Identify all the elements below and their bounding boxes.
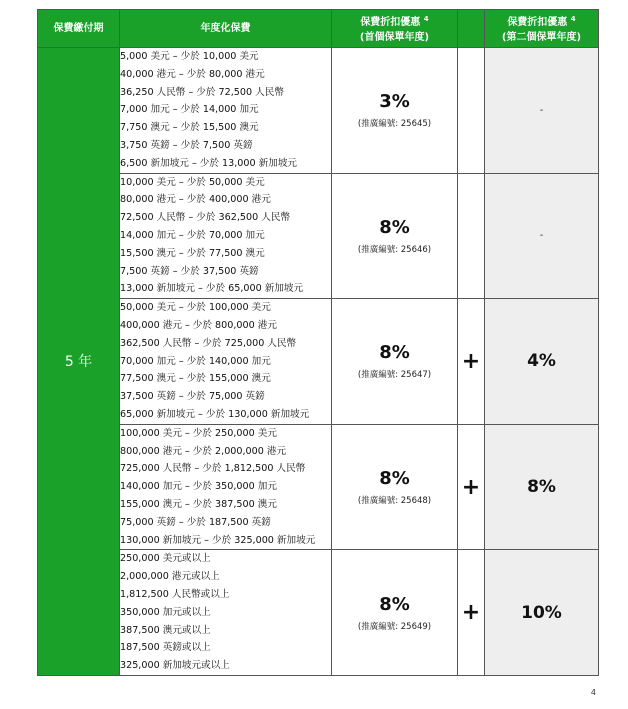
promo-code: (推廣編號: 25646) [357,244,432,255]
header-first-year: 保費折扣優惠 $^4$ (首個保單年度) [332,10,458,48]
first-year-discount-cell [332,173,458,299]
discount-percent: 3% [379,91,410,113]
second-year-discount-value: 10% [521,602,562,623]
premium-range-cell [120,299,332,425]
second-year-discount-value: - [539,104,544,116]
promo-code: (推廣編號: 25645) [357,119,432,130]
discount-percent: 8% [379,216,410,238]
premium-range-line: 36,250 人民幣 – 少於 72,500 人民幣 [120,86,284,98]
premium-range-line: 5,000 美元 – 少於 10,000 美元 [120,51,259,62]
premium-range-line: 72,500 人民幣 – 少於 362,500 人民幣 [120,212,291,224]
premium-range-cell [120,424,332,550]
table-row [38,48,599,174]
premium-range-line: 13,000 新加坡元 – 少於 65,000 新加坡元 [120,283,304,295]
premium-range-cell [120,48,332,174]
table-row [38,299,599,425]
premium-range-cell [120,550,332,676]
premium-range-line: 387,500 澳元或以上 [120,624,211,636]
premium-range-line: 250,000 美元或以上 [120,553,211,565]
premium-range-line: 15,500 澳元 – 少於 77,500 澳元 [120,247,265,259]
premium-range-line: 325,000 新加坡元或以上 [120,660,230,672]
premium-range-line: 14,000 加元 – 少於 70,000 加元 [120,229,265,241]
premium-range-line: 50,000 美元 – 少於 100,000 美元 [120,302,271,314]
second-year-discount-value: - [539,230,544,242]
premium-range-line: 800,000 港元 – 少於 2,000,000 港元 [120,445,287,457]
premium-range-line: 362,500 人民幣 – 少於 725,000 人民幣 [120,337,297,349]
premium-range-cell [120,173,332,299]
promo-code: (推廣編號: 25648) [357,496,432,507]
table-row [38,424,599,550]
premium-range-line: 40,000 港元 – 少於 80,000 港元 [120,68,265,80]
premium-range-line: 7,750 澳元 – 少於 15,500 澳元 [120,122,259,134]
plus-icon: + [458,299,485,425]
header-premium: 年度化保費 [120,10,332,48]
second-year-discount-cell [485,48,599,174]
second-year-discount-cell [485,424,599,550]
plus-icon [458,48,485,174]
premium-range-line: 7,500 英鎊 – 少於 37,500 英鎊 [120,265,259,277]
premium-range-line: 7,000 加元 – 少於 14,000 加元 [120,104,259,116]
premium-range-line: 75,000 英鎊 – 少於 187,500 英鎊 [120,516,271,528]
plus-icon: + [458,424,485,550]
premium-range-line: 10,000 美元 – 少於 50,000 美元 [120,176,265,188]
premium-range-line: 37,500 英鎊 – 少於 75,000 英鎊 [120,391,265,403]
premium-range-line: 350,000 加元或以上 [120,606,211,618]
premium-range-line: 77,500 澳元 – 少於 155,000 澳元 [120,373,271,385]
header-second-year: 保費折扣優惠 $^4$ (第二個保單年度) [485,10,599,48]
premium-range-line: 725,000 人民幣 – 少於 1,812,500 人民幣 [120,463,306,475]
promo-code: (推廣編號: 25649) [357,621,432,632]
premium-range-line: 2,000,000 港元或以上 [120,571,220,583]
second-year-discount-cell [485,550,599,676]
premium-range-line: 65,000 新加坡元 – 少於 130,000 新加坡元 [120,408,310,420]
discount-table [37,9,599,676]
table-row [38,550,599,676]
premium-range-line: 130,000 新加坡元 – 少於 325,000 新加坡元 [120,534,316,546]
discount-percent: 8% [379,593,410,615]
table-row [38,173,599,299]
premium-range-line: 80,000 港元 – 少於 400,000 港元 [120,194,271,206]
first-year-discount-cell [332,299,458,425]
second-year-discount-cell [485,299,599,425]
first-year-discount-cell [332,48,458,174]
plus-icon [458,173,485,299]
premium-range-line: 1,812,500 人民幣或以上 [120,588,230,600]
premium-range-line: 155,000 澳元 – 少於 387,500 澳元 [120,498,277,510]
premium-range-line: 3,750 英鎊 – 少於 7,500 英鎊 [120,139,253,151]
promo-code: (推廣編號: 25647) [357,370,432,381]
first-year-discount-cell [332,550,458,676]
second-year-discount-cell [485,173,599,299]
premium-range-line: 70,000 加元 – 少於 140,000 加元 [120,355,271,367]
premium-range-line: 100,000 美元 – 少於 250,000 美元 [120,427,277,439]
premium-range-line: 400,000 港元 – 少於 800,000 港元 [120,319,277,331]
second-year-discount-value: 4% [527,351,556,372]
premium-range-line: 187,500 英鎊或以上 [120,642,211,654]
term-cell: 5 年 [38,48,120,676]
header-term: 保費繳付期 [38,10,120,48]
first-year-discount-cell [332,424,458,550]
page-number: 4 [590,688,596,697]
discount-percent: 8% [379,468,410,490]
premium-range-line: 140,000 加元 – 少於 350,000 加元 [120,481,277,493]
header-row [38,10,599,48]
premium-range-line: 6,500 新加坡元 – 少於 13,000 新加坡元 [120,157,298,169]
header-plus-blank [458,10,485,48]
plus-icon: + [458,550,485,676]
discount-percent: 8% [379,342,410,364]
second-year-discount-value: 8% [527,477,556,498]
